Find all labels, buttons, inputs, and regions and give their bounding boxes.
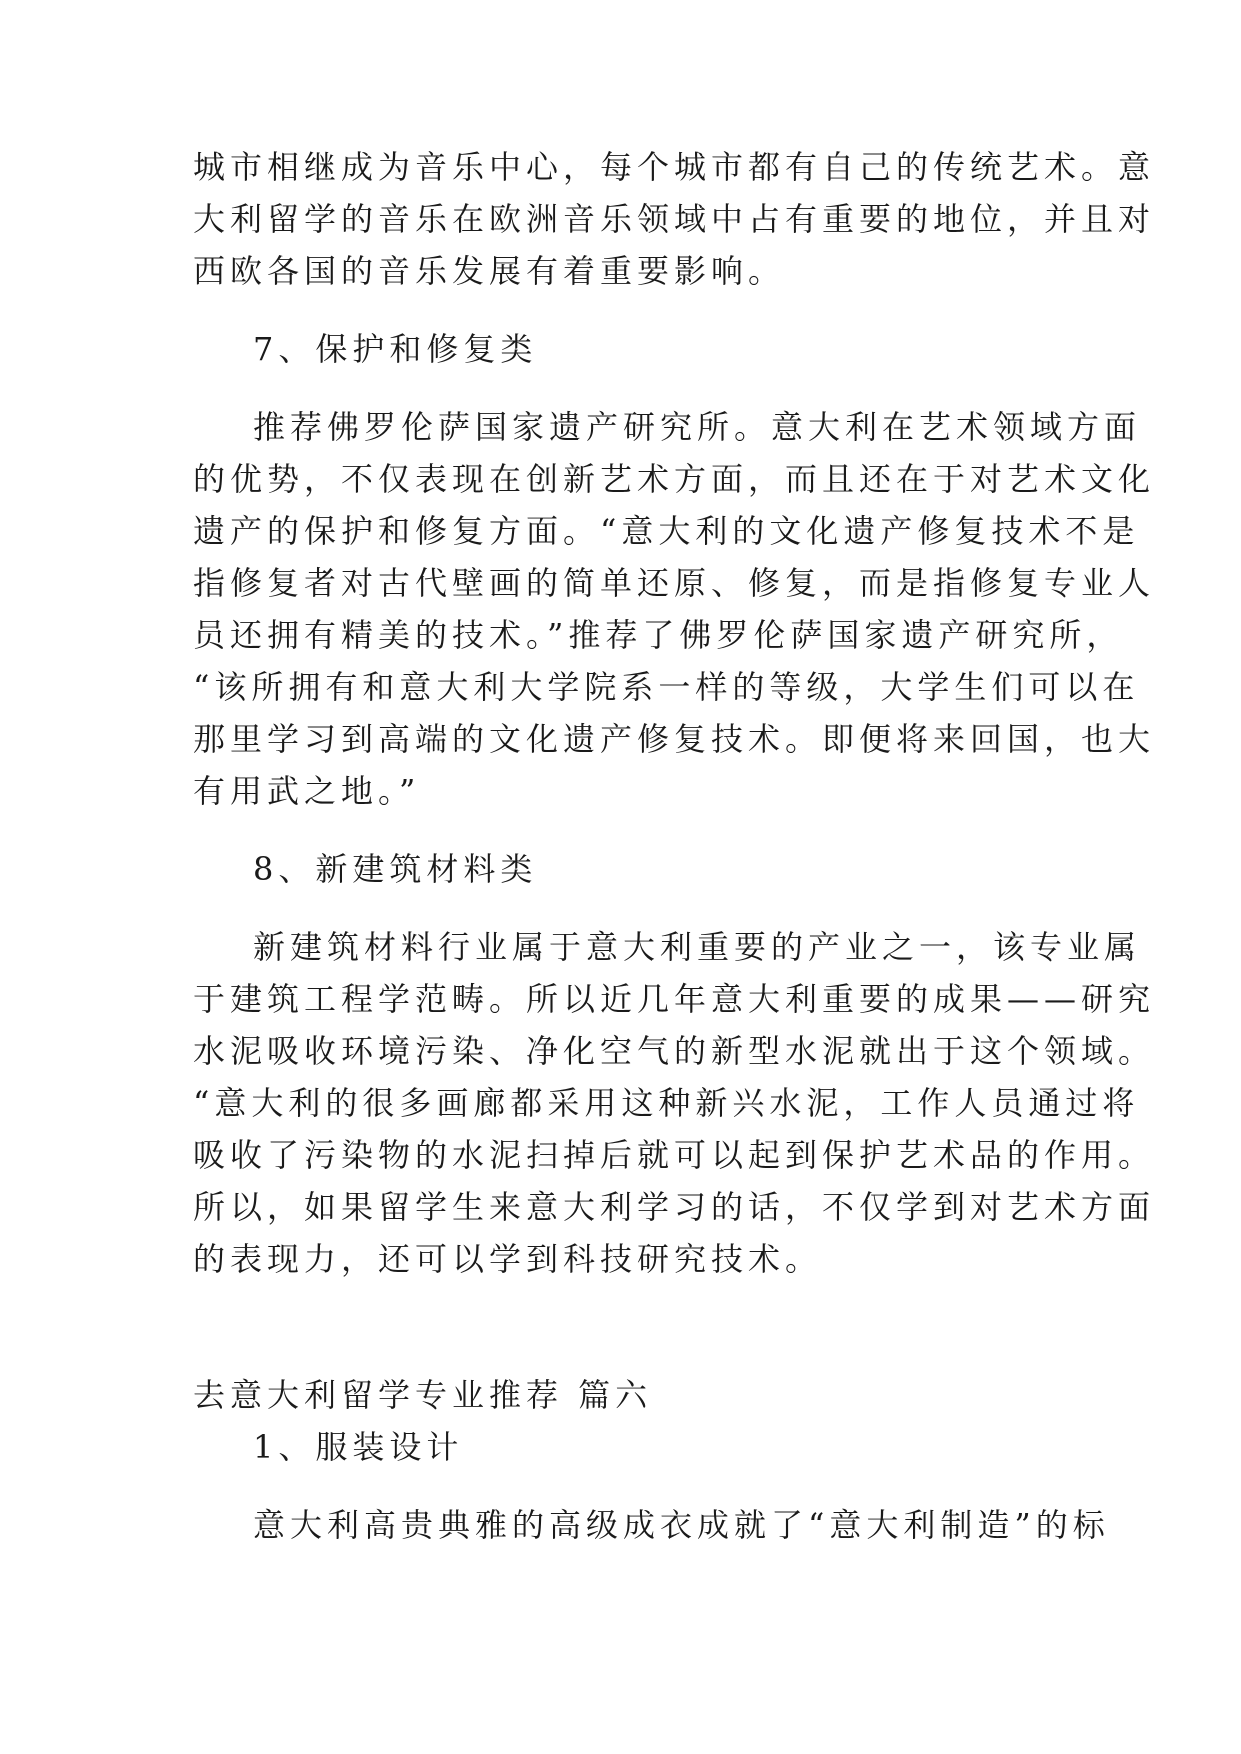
paragraph-line: 有用武之地。” [193,772,421,810]
paragraph-line: 水泥吸收环境污染、净化空气的新型水泥就出于这个领域。 [193,1032,1156,1070]
paragraph-line: “该所拥有和意大利大学院系一样的等级，大学生们可以在 [193,668,1140,706]
section-title: 去意大利留学专业推荐 篇六 [193,1376,653,1414]
paragraph-line: 所以，如果留学生来意大利学习的话，不仅学到对艺术方面 [193,1188,1156,1226]
item-8-heading: 8、新建筑材料类 [253,850,538,888]
paragraph-line: 那里学习到高端的文化遗产修复技术。即便将来回国，也大 [193,720,1156,758]
paragraph-line: 的表现力，还可以学到科技研究技术。 [193,1240,823,1278]
paragraph-line: 的优势，不仅表现在创新艺术方面，而且还在于对艺术文化 [193,460,1156,498]
paragraph-line: 新建筑材料行业属于意大利重要的产业之一，该专业属 [253,928,1142,966]
paragraph-line: 遗产的保护和修复方面。“意大利的文化遗产修复技术不是 [193,512,1140,550]
paragraph-line: 推荐佛罗伦萨国家遗产研究所。意大利在艺术领域方面 [253,408,1142,446]
paragraph-line: 员还拥有精美的技术。”推荐了佛罗伦萨国家遗产研究所， [193,616,1124,654]
item-1-heading: 1、服装设计 [253,1428,464,1466]
item-7-heading: 7、保护和修复类 [253,330,538,368]
paragraph-line: 于建筑工程学范畴。所以近几年意大利重要的成果——研究 [193,980,1156,1018]
paragraph-line: 意大利高贵典雅的高级成衣成就了“意大利制造”的标 [253,1506,1110,1544]
paragraph-line: 西欧各国的音乐发展有着重要影响。 [193,252,786,290]
paragraph-line: 指修复者对古代壁画的简单还原、修复，而是指修复专业人 [193,564,1156,602]
paragraph-line: 城市相继成为音乐中心，每个城市都有自己的传统艺术。意 [193,148,1156,186]
paragraph-line: 吸收了污染物的水泥扫掉后就可以起到保护艺术品的作用。 [193,1136,1156,1174]
paragraph-line: 大利留学的音乐在欧洲音乐领域中占有重要的地位，并且对 [193,200,1156,238]
paragraph-line: “意大利的很多画廊都采用这种新兴水泥，工作人员通过将 [193,1084,1140,1122]
